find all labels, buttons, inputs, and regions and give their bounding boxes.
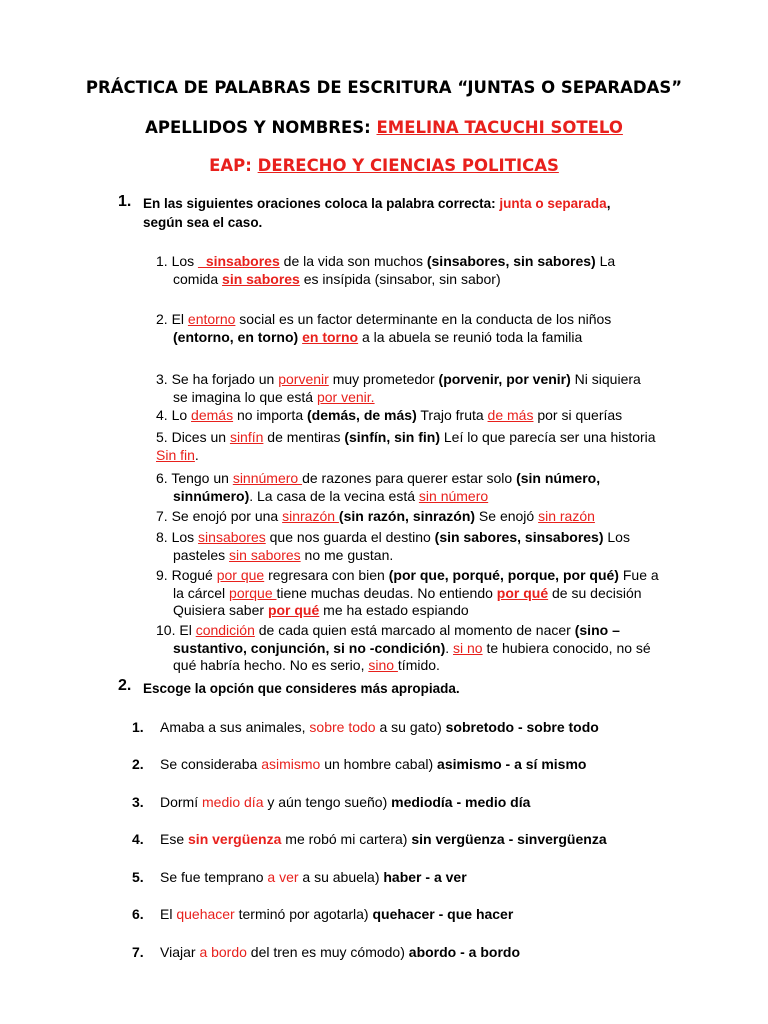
text-run: por qué xyxy=(267,602,320,618)
text-run: que nos guarda el destino xyxy=(265,529,435,545)
text-run: Los xyxy=(171,529,199,545)
text-run: social es un factor determinante en la conducta de los niños xyxy=(235,311,612,327)
exercise-number: 2. xyxy=(156,311,172,327)
exercise-line xyxy=(156,622,716,640)
text-run: (sin número, xyxy=(516,470,601,486)
text-run: no importa xyxy=(233,407,308,423)
exercise-number: 3. xyxy=(156,371,172,387)
student-name-line xyxy=(0,118,768,137)
option-number: 7. xyxy=(132,944,144,960)
text-run: de razones para querer estar solo xyxy=(302,470,517,486)
exercise-line xyxy=(156,429,716,447)
eap-line xyxy=(0,156,768,175)
text-run: sinrazón xyxy=(282,508,339,524)
question-1-number: 1. xyxy=(118,193,132,210)
text-run: mediodía - medio día xyxy=(391,794,531,810)
option-item xyxy=(132,755,586,773)
text-run: _sinsabores xyxy=(198,253,280,269)
text-run: y aún tengo sueño) xyxy=(263,794,392,810)
text-run: sin vergüenza xyxy=(188,831,282,847)
document-title: PRÁCTICA DE PALABRAS DE ESCRITURA “JUNTAS O SEPARADAS” xyxy=(85,78,683,97)
text-run: Tengo un xyxy=(171,470,233,486)
text-run: comida xyxy=(173,270,223,287)
option-item xyxy=(132,793,530,811)
exercise-number: 4. xyxy=(156,407,172,423)
text-run: haber - a ver xyxy=(383,869,467,885)
text-run: tímido. xyxy=(397,657,440,673)
text-run: El xyxy=(179,622,196,638)
text-run: Leí lo que parecía ser una historia xyxy=(440,429,656,445)
exercise-item xyxy=(156,371,716,406)
exercise-item xyxy=(156,253,716,288)
text-run: . La casa de la vecina está xyxy=(249,487,419,504)
text-run: pasteles xyxy=(173,546,230,563)
exercise-line xyxy=(156,488,716,506)
question-1-text-c: según sea el caso. xyxy=(143,215,263,230)
exercise-number: 5. xyxy=(156,429,172,445)
text-run: en torno xyxy=(302,328,359,345)
text-run: (sinsabores, sin sabores) xyxy=(426,253,596,269)
option-number: 5. xyxy=(132,869,144,885)
text-run: de la vida son muchos xyxy=(279,253,427,269)
text-run: quehacer xyxy=(176,906,235,922)
exercise-line xyxy=(156,311,716,329)
eap-value: DERECHO Y CIENCIAS POLITICAS xyxy=(257,156,559,175)
text-run: si no xyxy=(453,639,483,656)
exercise-line xyxy=(156,602,716,620)
text-run: por si querías xyxy=(533,407,623,423)
text-run: . xyxy=(194,446,199,463)
text-run: un hombre cabal) xyxy=(320,756,438,772)
text-run: sin vergüenza - sinvergüenza xyxy=(411,831,607,847)
text-run: Quisiera saber xyxy=(173,602,268,618)
exercise-number: 8. xyxy=(156,529,172,545)
text-run: quehacer - que hacer xyxy=(372,906,514,922)
text-run: medio día xyxy=(202,794,264,810)
text-run: me robó mi cartera) xyxy=(281,831,412,847)
exercise-item xyxy=(156,311,716,346)
text-run: porque xyxy=(229,584,277,601)
text-run: qué habría hecho. No es serio, xyxy=(173,657,369,673)
exercise-line xyxy=(156,447,716,465)
exercise-line xyxy=(156,470,716,488)
text-run: no me gustan. xyxy=(300,546,394,563)
text-run: demás xyxy=(191,407,234,423)
exercise-item xyxy=(156,429,716,464)
text-run: Trajo fruta xyxy=(416,407,488,423)
text-run: Ese xyxy=(160,831,189,847)
exercise-line xyxy=(156,508,716,526)
text-run: Los xyxy=(171,253,199,269)
text-run: tiene muchas deudas. No entiendo xyxy=(276,584,497,601)
exercise-line xyxy=(156,253,716,271)
text-run: a bordo xyxy=(199,944,247,960)
text-run: me ha estado espiando xyxy=(319,602,469,618)
eap-label: EAP: xyxy=(209,156,258,175)
text-run: sinnúmero xyxy=(232,470,303,486)
text-run: Se enojó xyxy=(475,508,539,524)
text-run: Dices un xyxy=(171,429,230,445)
text-run: (sino – xyxy=(574,622,620,638)
question-2-number: 2. xyxy=(118,677,132,694)
exercise-line xyxy=(156,329,716,347)
text-run: sustantivo, conjunción, si no -condición) xyxy=(173,639,446,656)
exercise-item xyxy=(156,529,716,564)
text-run: de mentiras xyxy=(263,429,345,445)
text-run: por venir. xyxy=(316,388,375,405)
text-run: asimismo - a sí mismo xyxy=(437,756,587,772)
text-run: Lo xyxy=(171,407,192,423)
text-run: . xyxy=(445,639,454,656)
exercise-item xyxy=(156,470,716,505)
exercise-line xyxy=(156,657,716,675)
option-number: 3. xyxy=(132,794,144,810)
exercise-line xyxy=(156,407,716,425)
text-run: se imagina lo que está xyxy=(173,388,317,405)
text-run: (entorno, en torno) xyxy=(173,328,299,345)
text-run: Dormí xyxy=(160,794,202,810)
text-run: muy prometedor xyxy=(328,371,439,387)
text-run: a la abuela se reunió toda la familia xyxy=(358,328,583,345)
text-run: Sin fin xyxy=(156,446,195,463)
name-value: EMELINA TACUCHI SOTELO xyxy=(376,118,623,137)
text-run: Se enojó por una xyxy=(171,508,283,524)
exercise-line xyxy=(156,567,716,585)
text-run: Amaba a sus animales, xyxy=(160,719,310,735)
text-run: la cárcel xyxy=(173,584,230,601)
text-run: El xyxy=(171,311,188,327)
text-run: sobre todo xyxy=(309,719,376,735)
text-run: a su abuela) xyxy=(298,869,384,885)
exercise-line xyxy=(156,389,716,407)
exercise-line xyxy=(156,547,716,565)
exercise-line xyxy=(156,640,716,658)
text-run: Los xyxy=(603,529,630,545)
text-run: (por que, porqué, porque, por qué) xyxy=(388,567,619,583)
text-run: de su decisión xyxy=(548,584,642,601)
text-run: sobretodo - sobre todo xyxy=(445,719,599,735)
text-run: Rogué xyxy=(171,567,217,583)
text-run: sinfín xyxy=(229,429,264,445)
exercise-number: 1. xyxy=(156,253,172,269)
text-run: por que xyxy=(216,567,265,583)
exercise-item xyxy=(156,407,716,425)
exercise-number: 9. xyxy=(156,567,172,583)
exercise-number: 7. xyxy=(156,508,172,524)
text-run: regresara con bien xyxy=(264,567,389,583)
text-run: Fue a xyxy=(618,567,659,583)
text-run: Se fue temprano xyxy=(160,869,268,885)
text-run: de más xyxy=(487,407,534,423)
text-run: (sinfín, sin fin) xyxy=(344,429,440,445)
text-run: (sin sabores, sinsabores) xyxy=(434,529,604,545)
text-run: abordo - a bordo xyxy=(408,944,520,960)
text-run: sin número xyxy=(418,487,489,504)
text-run: Viajar xyxy=(160,944,200,960)
text-run: a su gato) xyxy=(375,719,446,735)
option-number: 1. xyxy=(132,719,144,735)
exercise-item xyxy=(156,567,716,620)
text-run: Se ha forjado un xyxy=(171,371,279,387)
text-run: sino xyxy=(368,657,398,673)
text-run: por qué xyxy=(496,584,549,601)
exercise-item xyxy=(156,622,716,675)
option-number: 4. xyxy=(132,831,144,847)
text-run: (demás, de más) xyxy=(307,407,417,423)
text-run: porvenir xyxy=(278,371,329,387)
text-run: de cada quien está marcado al momento de nacer xyxy=(254,622,575,638)
question-1-text-a: En las siguientes oraciones coloca la palabra correcta: xyxy=(143,196,500,211)
text-run: sinsabores xyxy=(198,529,266,545)
text-run: entorno xyxy=(187,311,236,327)
exercise-line xyxy=(156,585,716,603)
text-run: El xyxy=(160,906,177,922)
text-run: sin sabores xyxy=(229,546,301,563)
text-run: La xyxy=(595,253,616,269)
exercise-number: 10. xyxy=(156,622,180,638)
text-run: a ver xyxy=(267,869,299,885)
option-item xyxy=(132,905,513,923)
question-1-text xyxy=(143,194,703,232)
option-number: 6. xyxy=(132,906,144,922)
text-run: del tren es muy cómodo) xyxy=(246,944,409,960)
name-label: APELLIDOS Y NOMBRES: xyxy=(145,118,377,137)
option-item xyxy=(132,868,467,886)
text-run: terminó por agotarla) xyxy=(234,906,373,922)
text-run: (sin razón, sinrazón) xyxy=(338,508,476,524)
text-run: condición xyxy=(195,622,255,638)
option-number: 2. xyxy=(132,756,144,772)
text-run: Ni siquiera xyxy=(570,371,641,387)
text-run: sinnúmero) xyxy=(173,487,250,504)
text-run: asimismo xyxy=(261,756,321,772)
exercise-line xyxy=(156,529,716,547)
question-2-text: Escoge la opción que consideres más apropiada. xyxy=(143,681,460,696)
text-run: sin razón xyxy=(538,508,595,524)
text-run: sin sabores xyxy=(222,270,300,287)
question-1-text-b: , xyxy=(606,196,611,211)
exercise-number: 6. xyxy=(156,470,172,486)
text-run: (porvenir, por venir) xyxy=(438,371,571,387)
option-item xyxy=(132,943,520,961)
exercise-line xyxy=(156,271,716,289)
question-1-text-highlight: junta o separada xyxy=(499,196,607,211)
option-item xyxy=(132,830,607,848)
option-item xyxy=(132,718,599,736)
text-run: Se consideraba xyxy=(160,756,262,772)
exercise-item xyxy=(156,508,716,526)
exercise-line xyxy=(156,371,716,389)
text-run: te hubiera conocido, no sé xyxy=(482,639,651,656)
text-run: es insípida (sinsabor, sin sabor) xyxy=(299,270,501,287)
